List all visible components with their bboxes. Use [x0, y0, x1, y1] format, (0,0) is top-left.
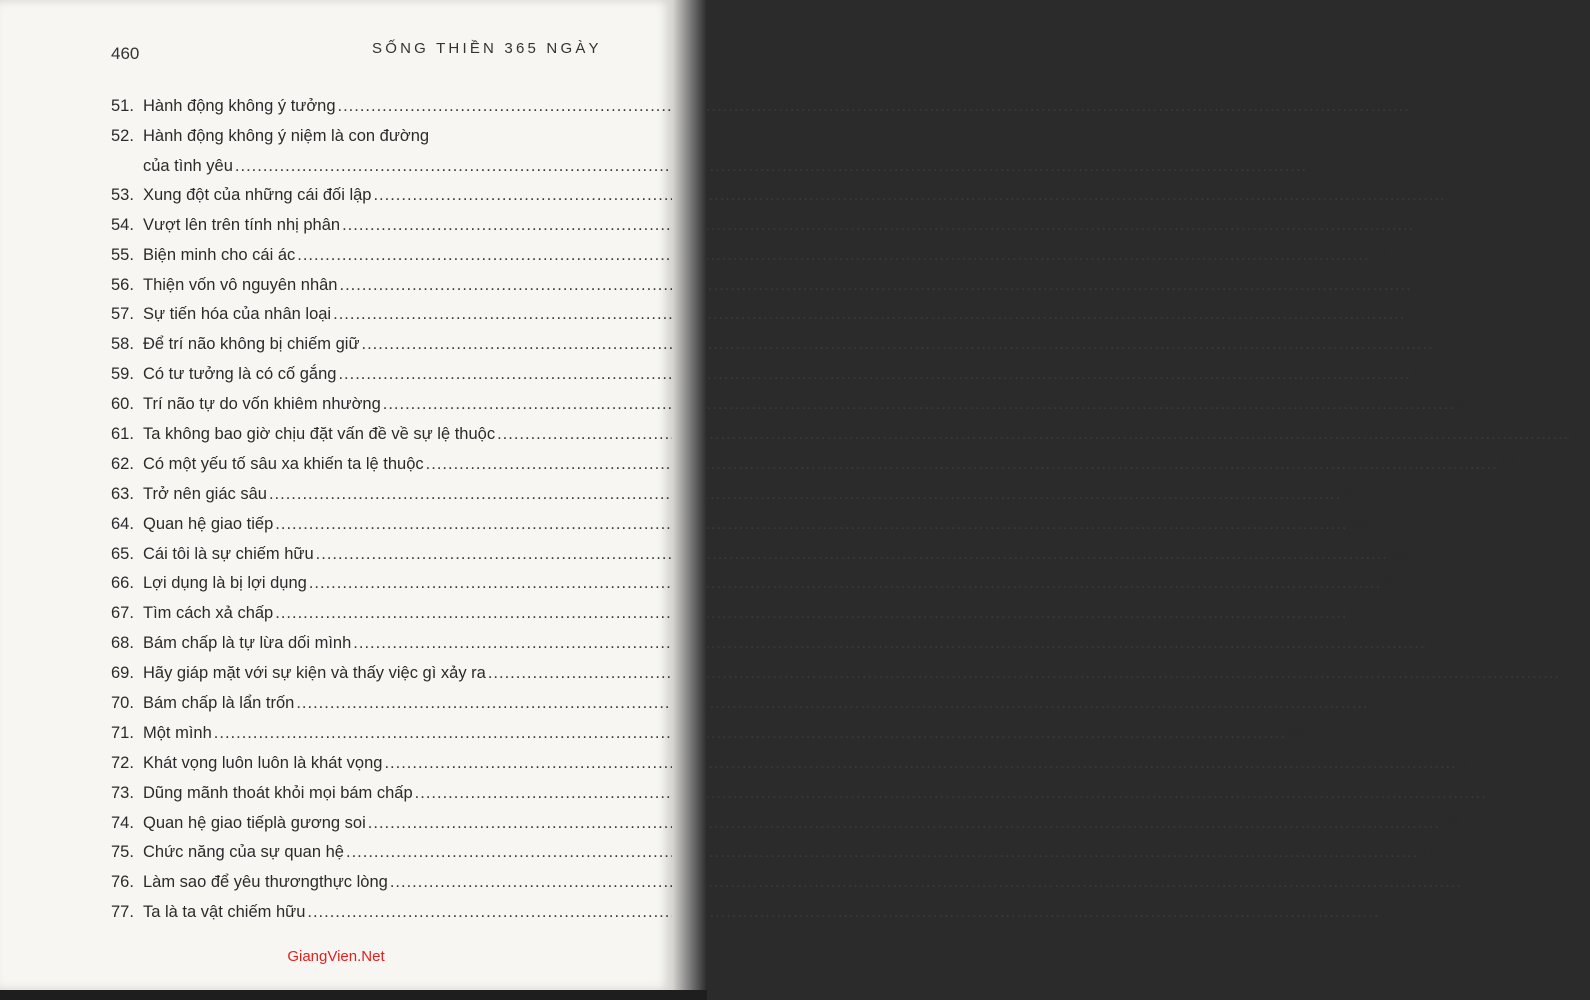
- toc-entry: [111, 420, 1590, 450]
- toc-entry-number: 76.: [111, 873, 134, 892]
- toc-dot-leader: [346, 838, 1418, 868]
- toc-entry-title: Biện minh cho cái ác: [143, 245, 296, 264]
- toc-dot-leader: [338, 92, 1410, 122]
- toc-entry-page: 86: [1499, 454, 1519, 473]
- toc-entry-number: 72.: [111, 753, 134, 772]
- running-header: SỐNG THIỀN 365 NGÀY: [372, 40, 602, 57]
- toc-entry-page: 84: [1571, 425, 1590, 444]
- toc-entry: [111, 749, 1477, 779]
- toc-entry-number: 59.: [111, 365, 134, 384]
- toc-entry-number: 70.: [111, 694, 134, 713]
- toc-entry-page: 99: [1441, 813, 1461, 832]
- toc-entry-title: Trí não tự do vốn khiêm nhường: [143, 395, 381, 414]
- toc-entry: [111, 360, 1431, 390]
- toc-entry-number: 73.: [111, 783, 134, 802]
- page-number: 460: [111, 44, 140, 63]
- toc-entry-page: 76: [1413, 275, 1433, 294]
- toc-entry: [111, 271, 1433, 301]
- toc-entry-number: 62.: [111, 454, 134, 473]
- toc-dot-leader: [339, 271, 1411, 301]
- toc-entry-number: 55.: [111, 245, 134, 264]
- toc-entry-number: 57.: [111, 305, 134, 324]
- toc-entry-title: Thiện vốn vô nguyên nhân: [143, 275, 338, 294]
- toc-entry: [111, 569, 1402, 599]
- toc-dot-leader: [353, 629, 1425, 659]
- toc-dot-leader: [269, 480, 1341, 510]
- toc-dot-leader: [497, 420, 1569, 450]
- toc-dot-leader: [333, 300, 1405, 330]
- toc-entry-title: Bám chấp là lẩn trốn: [143, 694, 295, 713]
- toc-entry-title: Dũng mãnh thoát khỏi mọi bám chấp: [143, 783, 413, 802]
- toc-entry-page: 98: [1488, 783, 1508, 802]
- toc-dot-leader: [307, 898, 1379, 928]
- toc-entry-number: 65.: [111, 544, 134, 563]
- toc-entry-number: 51.: [111, 97, 134, 115]
- toc-entry-number: 77.: [111, 903, 134, 922]
- toc-entry-page: 83: [1456, 395, 1476, 414]
- toc-entry: [111, 450, 1519, 480]
- toc-entry: [111, 599, 1368, 629]
- toc-entry: [111, 390, 1476, 420]
- toc-entry: [111, 868, 1492, 898]
- toc-dot-leader: [384, 749, 1456, 779]
- toc-dot-leader: [362, 330, 1434, 360]
- watermark-link[interactable]: GiangVien.Net: [287, 948, 385, 965]
- toc-entry-number: 75.: [111, 843, 134, 862]
- toc-dot-leader: [297, 241, 1369, 271]
- toc-entry-number: 69.: [111, 664, 134, 683]
- toc-entry-title: Trở nên giác sâu: [143, 484, 267, 503]
- toc-entry: [111, 211, 1435, 241]
- toc-entry-number: 53.: [111, 185, 134, 204]
- toc-entry-page: 89: [1389, 544, 1409, 563]
- toc-dot-leader: [338, 360, 1410, 390]
- toc-entry-number: 60.: [111, 395, 134, 414]
- toc-entry-page: 95: [1370, 694, 1389, 713]
- toc-dot-leader: [426, 450, 1498, 480]
- toc-entry-page: 88: [1349, 514, 1368, 533]
- toc-entry: [111, 898, 1410, 928]
- toc-entry: [111, 300, 1426, 330]
- toc-dot-leader: [342, 211, 1414, 241]
- toc-entry-page: 92: [1427, 634, 1446, 653]
- toc-entry-title: Hành động không ý niệm là con đường: [143, 126, 430, 145]
- toc-entry-title: Quan hệ giao tiếp: [143, 514, 274, 533]
- toc-dot-leader: [296, 689, 1368, 719]
- toc-entry-title: Quan hệ giao tiếplà gương soi: [143, 813, 366, 832]
- toc-entry: [111, 659, 1581, 689]
- toc-entry-title: Vượt lên trên tính nhị phân: [143, 215, 341, 234]
- toc-dot-leader: [488, 659, 1560, 689]
- toc-entry-title: Cái tôi là sự chiếm hữu: [143, 544, 314, 563]
- toc-entry-page: 91: [1349, 604, 1368, 623]
- toc-entry-page: 81: [1412, 365, 1431, 384]
- toc-entry-page: 79: [1435, 335, 1455, 354]
- toc-entry-page: 102: [1463, 873, 1492, 892]
- toc-entry-page: 100: [1420, 843, 1448, 862]
- toc-entry-title: Ta không bao giờ chịu đặt vấn đề về sự lệ thuộc: [143, 425, 496, 444]
- toc-entry-title: Xung đột của những cái đối lập: [143, 185, 372, 204]
- toc-entry: [111, 689, 1389, 719]
- toc-entry-title: Làm sao để yêu thươngthực lòng: [143, 873, 388, 892]
- toc-entry-title: Để trí não không bị chiếm giữ: [143, 335, 360, 354]
- toc-entry-title: Bám chấp là tự lừa dối mình: [143, 634, 352, 653]
- toc-entry-number: 68.: [111, 634, 134, 653]
- toc-entry-page: 90: [1383, 574, 1402, 593]
- toc-entry-number: 54.: [111, 215, 134, 234]
- toc-entry: [111, 241, 1390, 271]
- toc-entry-page: 96: [1287, 723, 1307, 742]
- toc-entry-page: 71: [1309, 156, 1328, 175]
- toc-entry-title: Hành động không ý tưởng: [143, 97, 336, 115]
- toc-dot-leader: [235, 152, 1307, 182]
- toc-entry-title: Sự tiến hóa của nhân loại: [143, 305, 332, 324]
- toc-entry: [111, 330, 1455, 360]
- toc-entry-title: Có một yếu tố sâu xa khiến ta lệ thuộc: [143, 454, 424, 473]
- toc-dot-leader: [309, 569, 1381, 599]
- toc-dot-leader: [316, 540, 1388, 570]
- toc-dot-leader: [275, 510, 1347, 540]
- toc-entry-number: 52.: [111, 126, 134, 145]
- toc-entry-number: 63.: [111, 484, 134, 503]
- page-bottom-edge: [0, 990, 707, 1000]
- toc-entry: [111, 838, 1448, 868]
- table-of-contents: [111, 92, 1590, 928]
- toc-entry-page: 87: [1343, 484, 1362, 503]
- toc-entry: [111, 540, 1409, 570]
- toc-entry: [111, 629, 1446, 659]
- toc-entry: [111, 809, 1461, 839]
- toc-entry-number: 67.: [111, 604, 134, 623]
- toc-entry-title: Có tư tưởng là có cố gắng: [143, 365, 337, 384]
- toc-entry: [111, 510, 1368, 540]
- toc-entry-number: 66.: [111, 574, 134, 593]
- toc-entry: [111, 92, 1431, 122]
- toc-dot-leader: [214, 719, 1286, 749]
- toc-dot-leader: [275, 599, 1347, 629]
- toc-entry-title: Một mình: [143, 723, 212, 742]
- toc-entry: [111, 122, 1328, 181]
- toc-entry-title: Khát vọng luôn luôn là khát vọng: [143, 753, 383, 772]
- toc-entry-page: 70: [1411, 97, 1431, 115]
- toc-entry: [111, 779, 1508, 809]
- toc-entry-title: Chức năng của sự quan hệ: [143, 843, 344, 862]
- toc-entry-title: Lợi dụng là bị lợi dụng: [143, 574, 307, 593]
- toc-entry-page: 97: [1458, 753, 1477, 772]
- toc-entry: [111, 719, 1307, 749]
- toc-entry-number: 71.: [111, 723, 134, 742]
- toc-entry-page: 77: [1407, 305, 1426, 324]
- toc-entry-page: 73: [1416, 215, 1435, 234]
- toc-dot-leader: [368, 809, 1440, 839]
- toc-entry-page: 103: [1381, 903, 1410, 922]
- toc-entry-number: 64.: [111, 514, 134, 533]
- toc-entry-number: 61.: [111, 425, 134, 444]
- page-edge-shadow: [672, 0, 707, 1000]
- toc-entry-title: Hãy giáp mặt với sự kiện và thấy việc gì xảy ra: [143, 664, 486, 683]
- toc-entry-number: 56.: [111, 275, 134, 294]
- toc-entry-number: 74.: [111, 813, 134, 832]
- toc-entry: [111, 181, 1466, 211]
- toc-dot-leader: [383, 390, 1455, 420]
- toc-entry-page: 74: [1371, 245, 1390, 264]
- toc-entry-number: 58.: [111, 335, 134, 354]
- toc-entry-page: 72: [1447, 185, 1466, 204]
- toc-dot-leader: [390, 868, 1462, 898]
- toc-entry: [111, 480, 1362, 510]
- toc-dot-leader: [373, 181, 1445, 211]
- toc-dot-leader: [415, 779, 1487, 809]
- toc-entry-title: Tìm cách xả chấp: [143, 604, 274, 623]
- toc-entry-title: Ta là ta vật chiếm hữu: [143, 903, 306, 922]
- toc-entry-page: 93: [1562, 664, 1581, 683]
- toc-entry-title-continued: của tình yêu: [143, 156, 233, 175]
